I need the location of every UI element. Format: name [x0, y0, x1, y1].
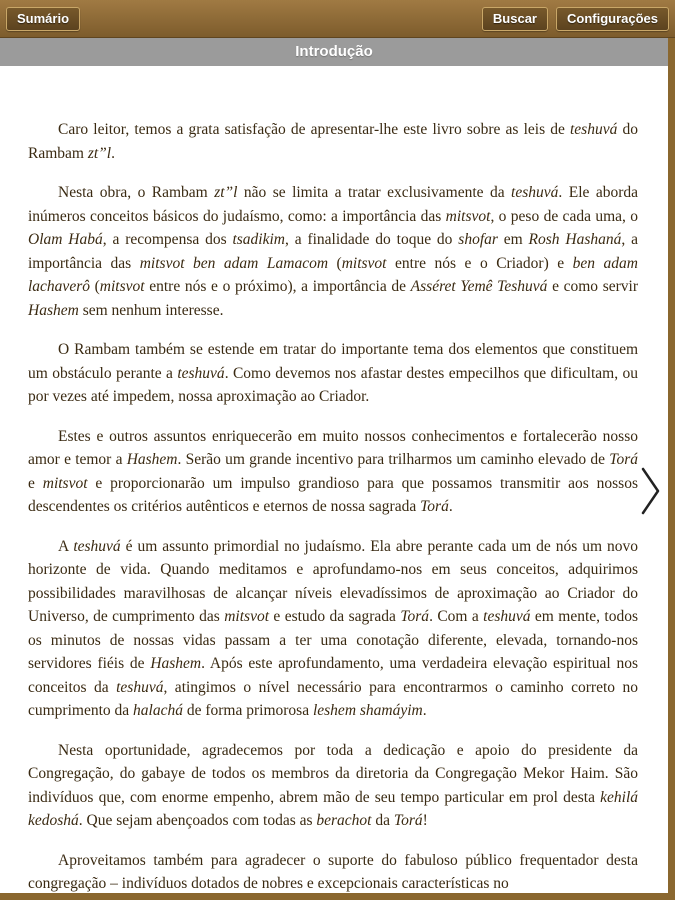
paragraph: Nesta obra, o Rambam zt”l não se limita a tratar exclusivamente da teshuvá. Ele aborda inúmeros conceitos básicos do judaísmo, como: a importância das mitsvot, o peso de cada uma, o Olam Habá, a recompensa dos tsadikim, a finalidade do toque do shofar em Rosh Hashaná, a importância das mitsvot ben adam Lamacom (mitsvot entre nós e o Criador) e ben adam lachaverô (mitsvot entre nós e o próximo), a importância de Asséret Yemê Teshuvá e como servir Hashem sem nenhum interesse.	[28, 184, 638, 319]
top-toolbar	[0, 0, 675, 38]
paragraph: Aproveitamos também para agradecer o suporte do fabuloso público frequentador desta congregação – indivíduos dotados de nobres e excepcionais características no	[28, 851, 638, 892]
paragraph: O Rambam também se estende em tratar do importante tema dos elementos que constituem um obstáculo perante a teshuvá. Como devemos nos afastar destes empecilhos que dificultam, ou por vezes até impedem, nossa aproximação ao Criador.	[28, 341, 638, 405]
summary-button[interactable]: Sumário	[6, 7, 80, 31]
settings-button[interactable]: Configurações	[556, 7, 669, 31]
paragraph: A teshuvá é um assunto primordial no judaísmo. Ela abre perante cada um de nós um novo horizonte de vida. Quando meditamos e aprofundamo-nos em seus conceitos, adquirimos possibilidades maravilhosas de alcançar níveis elevadíssimos de aproximação ao Criador do Universo, de cumprimento das mitsvot e estudo da sagrada Torá. Com a teshuvá em mente, todos os minutos de nossas vidas passam a ter uma conotação diferente, elevada, tornando-nos servidores fiéis de Hashem. Após este aprofundamento, uma verdadeira elevação espiritual nos conceitos da teshuvá, atingimos o nível necessário para encontrarmos o caminho correto no cumprimento da halachá de forma primorosa leshem shamáyim.	[28, 537, 639, 719]
next-page-button[interactable]	[640, 466, 662, 516]
paragraph: Estes e outros assuntos enriquecerão em muito nossos conhecimentos e fortalecerão nosso amor e temor a Hashem. Serão um grande incentivo para trilharmos um caminho elevado de Torá e mitsvot e proporcionarão um impulso grandioso para que possamos transmitir aos nossos descendentes os critérios autênticos e eternos de nossa sagrada Torá.	[28, 427, 638, 515]
chevron-right-icon	[640, 466, 662, 516]
reading-area[interactable]	[0, 66, 668, 893]
chapter-title: Introdução	[0, 38, 668, 66]
book-page	[0, 38, 668, 893]
search-button[interactable]: Buscar	[482, 7, 548, 31]
paragraph: Nesta oportunidade, agradecemos por toda a dedicação e apoio do presidente da Congregação, do gabaye de todos os membros da diretoria da Congregação Mekor Haim. São indivíduos que, com enorme empenho, abrem mão de seu tempo particular em prol desta kehilá kedoshá. Que sejam abençoados com todas as berachot da Torá!	[28, 741, 638, 829]
paragraph: Caro leitor, temos a grata satisfação de apresentar-lhe este livro sobre as leis de teshuvá do Rambam zt”l.	[28, 121, 638, 162]
